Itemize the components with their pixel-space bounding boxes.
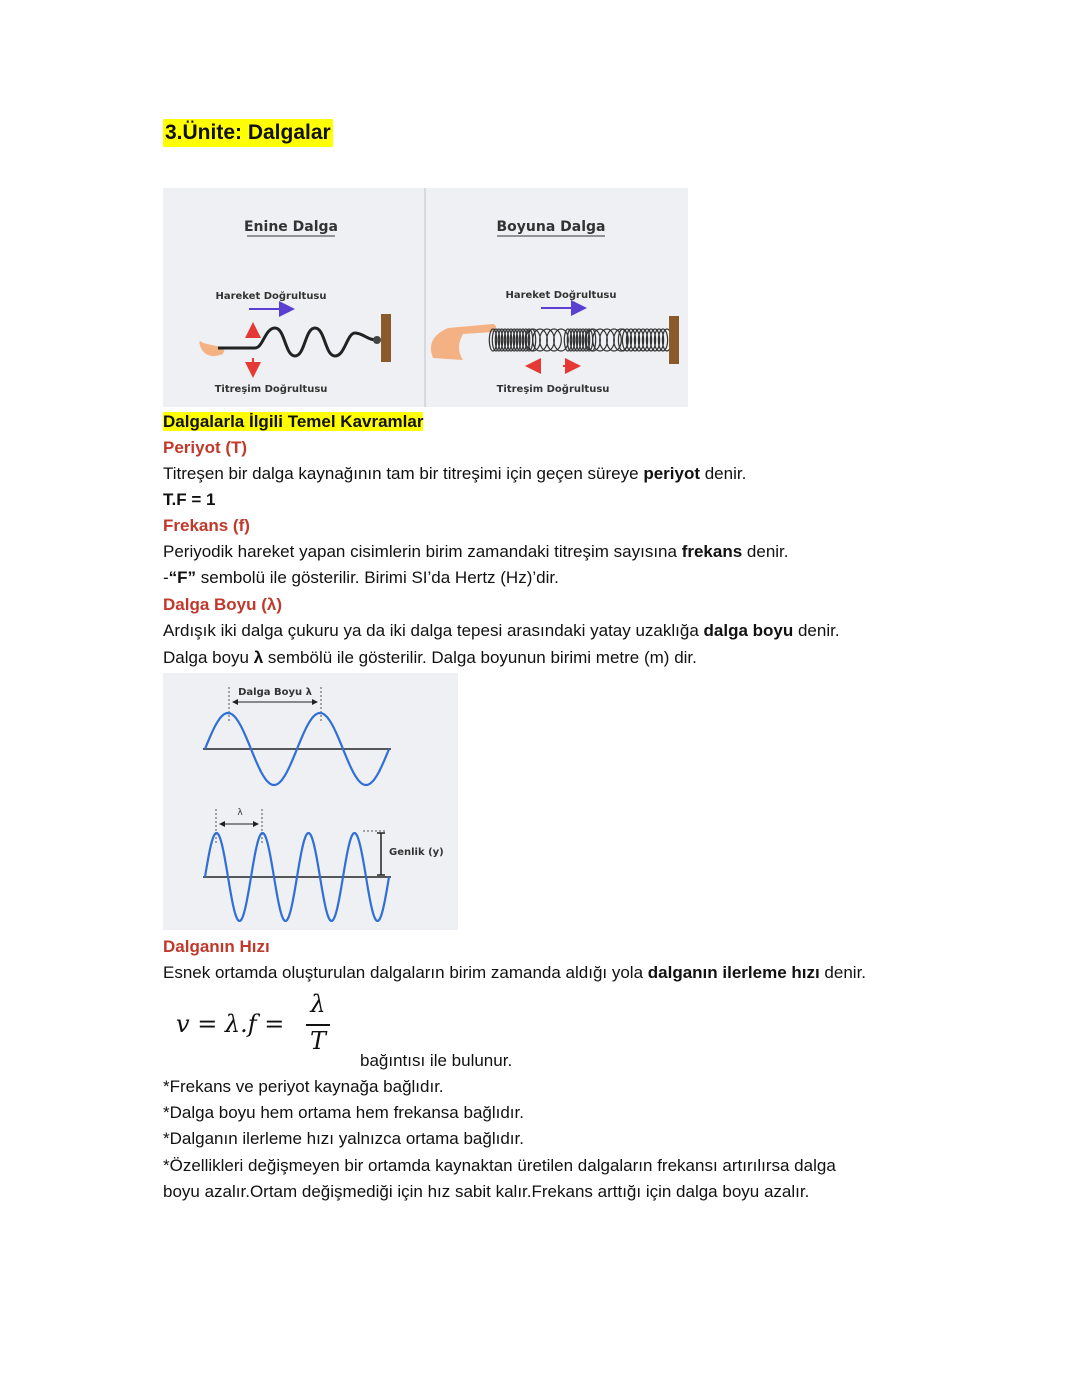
wavelength-symbol-note: Dalga boyu λ sembölü ile gösterilir. Dalga boyunun birimi metre (m) dir. — [163, 648, 697, 667]
period-formula: T.F = 1 — [163, 490, 216, 509]
wall-right — [669, 316, 679, 364]
speed-heading: Dalganın Hızı — [163, 937, 270, 956]
wavelength-diagram — [163, 673, 458, 930]
transverse-wave-rope — [218, 328, 377, 356]
formula-numerator: λ — [310, 990, 326, 1018]
formula-lhs: v = λ.f = — [176, 1010, 285, 1038]
wavelength-heading: Dalga Boyu (λ) — [163, 595, 283, 614]
amplitude-label: Genlik (y) — [389, 847, 444, 858]
section-heading: Dalgalarla İlgili Temel Kavramlar — [163, 412, 424, 431]
formula-fraction-bar — [306, 1024, 330, 1026]
note-item: *Dalga boyu hem ortama hem frekansa bağlıdır. — [163, 1103, 524, 1122]
wavelength-definition: Ardışık iki dalga çukuru ya da iki dalga tepesi arasındaki yatay uzaklığa dalga boyu denir. — [163, 621, 840, 640]
frequency-definition: Periyodik hareket yapan cisimlerin birim zamandaki titreşim sayısına frekans denir. — [163, 542, 789, 561]
formula-denominator: T — [309, 1027, 326, 1055]
longitudinal-vibration-label: Titreşim Doğrultusu — [496, 384, 610, 395]
frequency-note: -“F” sembolü ile gösterilir. Birimi SI’da Hertz (Hz)’dir. — [163, 568, 559, 587]
hand-right — [431, 324, 496, 360]
wave-types-diagram — [163, 188, 688, 407]
wavelength-top-label: Dalga Boyu λ — [238, 687, 312, 698]
longitudinal-motion-label: Hareket Doğrultusu — [505, 290, 617, 301]
wavelength-lambda-label: λ — [237, 808, 243, 818]
wave-types-figure — [163, 188, 688, 407]
note-item: *Dalganın ilerleme hızı yalnızca ortama bağlıdır. — [163, 1129, 524, 1148]
page-title: 3.Ünite: Dalgalar — [163, 119, 333, 147]
period-heading: Periyot (T) — [163, 438, 248, 457]
note-item: boyu azalır.Ortam değişmediği için hız sabit kalır.Frekans arttığı için dalga boyu azalır. — [163, 1182, 810, 1201]
period-definition: Titreşen bir dalga kaynağının tam bir titreşimi için geçen süreye periyot denir. — [163, 464, 747, 483]
note-item: *Frekans ve periyot kaynağa bağlıdır. — [163, 1077, 444, 1096]
formula-note: bağıntısı ile bulunur. — [360, 1051, 513, 1070]
longitudinal-title: Boyuna Dalga — [496, 219, 606, 235]
longitudinal-spring — [489, 329, 671, 351]
wavelength-figure — [163, 673, 458, 930]
transverse-motion-label: Hareket Doğrultusu — [215, 291, 327, 302]
transverse-vibration-label: Titreşim Doğrultusu — [214, 384, 328, 395]
speed-definition: Esnek ortamda oluşturulan dalgaların birim zamanda aldığı yola dalganın ilerleme hızı denir. — [163, 963, 867, 982]
frequency-heading: Frekans (f) — [163, 516, 250, 535]
note-item: *Özellikleri değişmeyen bir ortamda kaynaktan üretilen dalgaların frekansı artırılırsa dalga — [163, 1156, 836, 1175]
wall-left — [381, 314, 391, 362]
transverse-title: Enine Dalga — [243, 219, 339, 235]
